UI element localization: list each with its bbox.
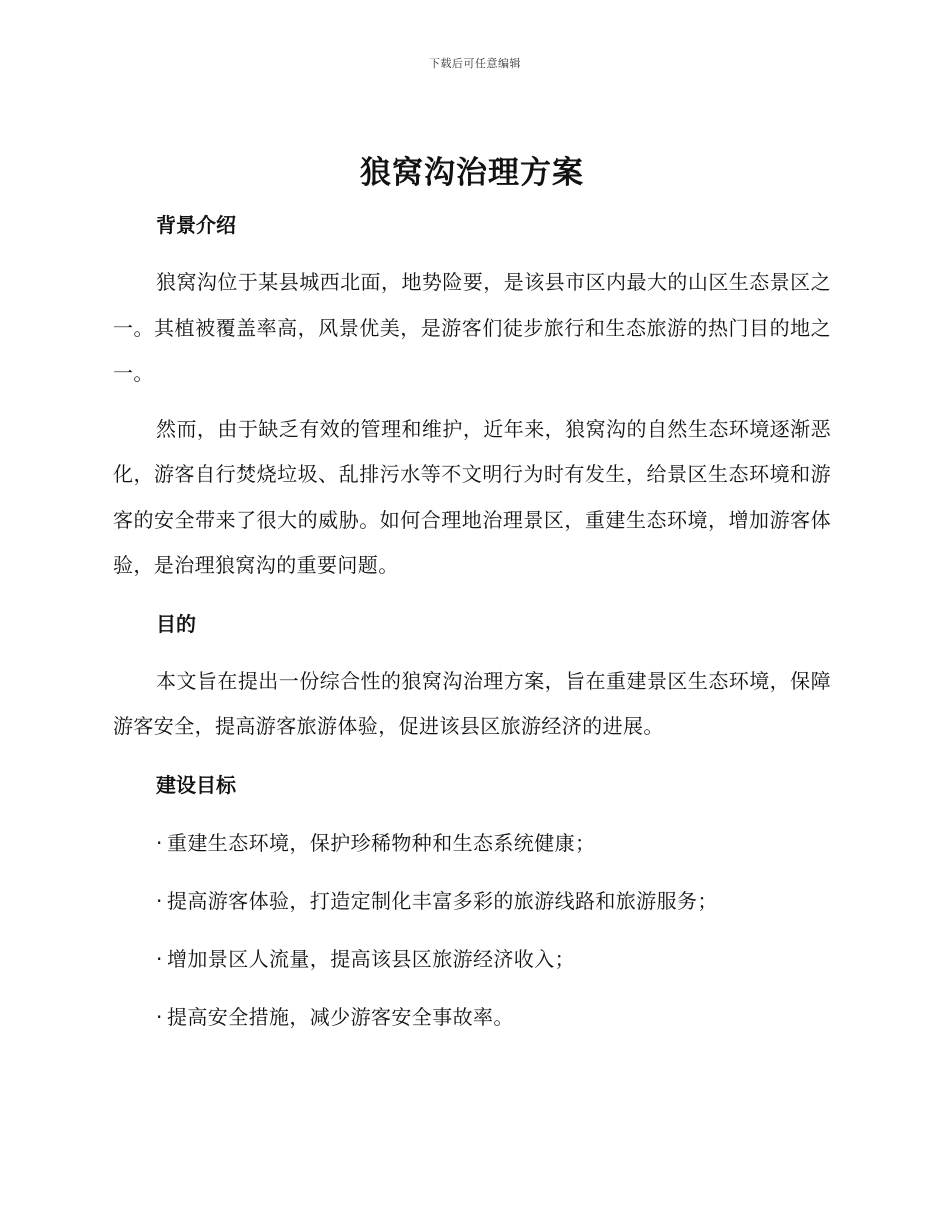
paragraph-purpose: 本文旨在提出一份综合性的狼窝沟治理方案，旨在重建景区生态环境，保障游客安全，提高游客旅游体验，促进该县区旅游经济的进展。 [113, 668, 831, 738]
document-body [113, 150, 831, 1060]
bullet-marker: · [156, 1004, 163, 1029]
bullet-marker: · [156, 830, 163, 855]
list-item-text: 增加景区人流量，提高该县区旅游经济收入； [167, 946, 575, 971]
document-title: 狼窝沟治理方案 [360, 155, 584, 191]
list-item-text: 提高游客体验，打造定制化丰富多彩的旅游线路和旅游服务； [167, 888, 718, 913]
bullet-marker: · [156, 888, 163, 913]
section-heading-purpose: 目的 [156, 611, 196, 636]
paragraph-background-1: 狼窝沟位于某县城西北面，地势险要，是该县市区内最大的山区生态景区之一。其植被覆盖率高，风景优美，是游客们徒步旅行和生态旅游的热门目的地之一。 [113, 270, 831, 385]
list-item-text: 提高安全措施，减少游客安全事故率。 [167, 1004, 514, 1029]
section-heading-background: 背景介绍 [156, 213, 236, 237]
list-item [156, 828, 831, 858]
section-heading-goals: 建设目标 [156, 772, 236, 797]
list-item [156, 944, 831, 974]
list-item [156, 1002, 831, 1032]
list-item-text: 重建生态环境，保护珍稀物种和生态系统健康； [167, 830, 596, 855]
page-header-note: 下载后可任意编辑 [429, 57, 521, 70]
list-item [156, 886, 831, 916]
bullet-marker: · [156, 946, 163, 971]
paragraph-background-2: 然而，由于缺乏有效的管理和维护，近年来，狼窝沟的自然生态环境逐渐恶化，游客自行焚烧垃圾、乱排污水等不文明行为时有发生，给景区生态环境和游客的安全带来了很大的威胁。如何合理地治理景区，重建生态环境，增加游客体验，是治理狼窝沟的重要问题。 [113, 416, 831, 577]
goals-list [113, 828, 831, 1032]
